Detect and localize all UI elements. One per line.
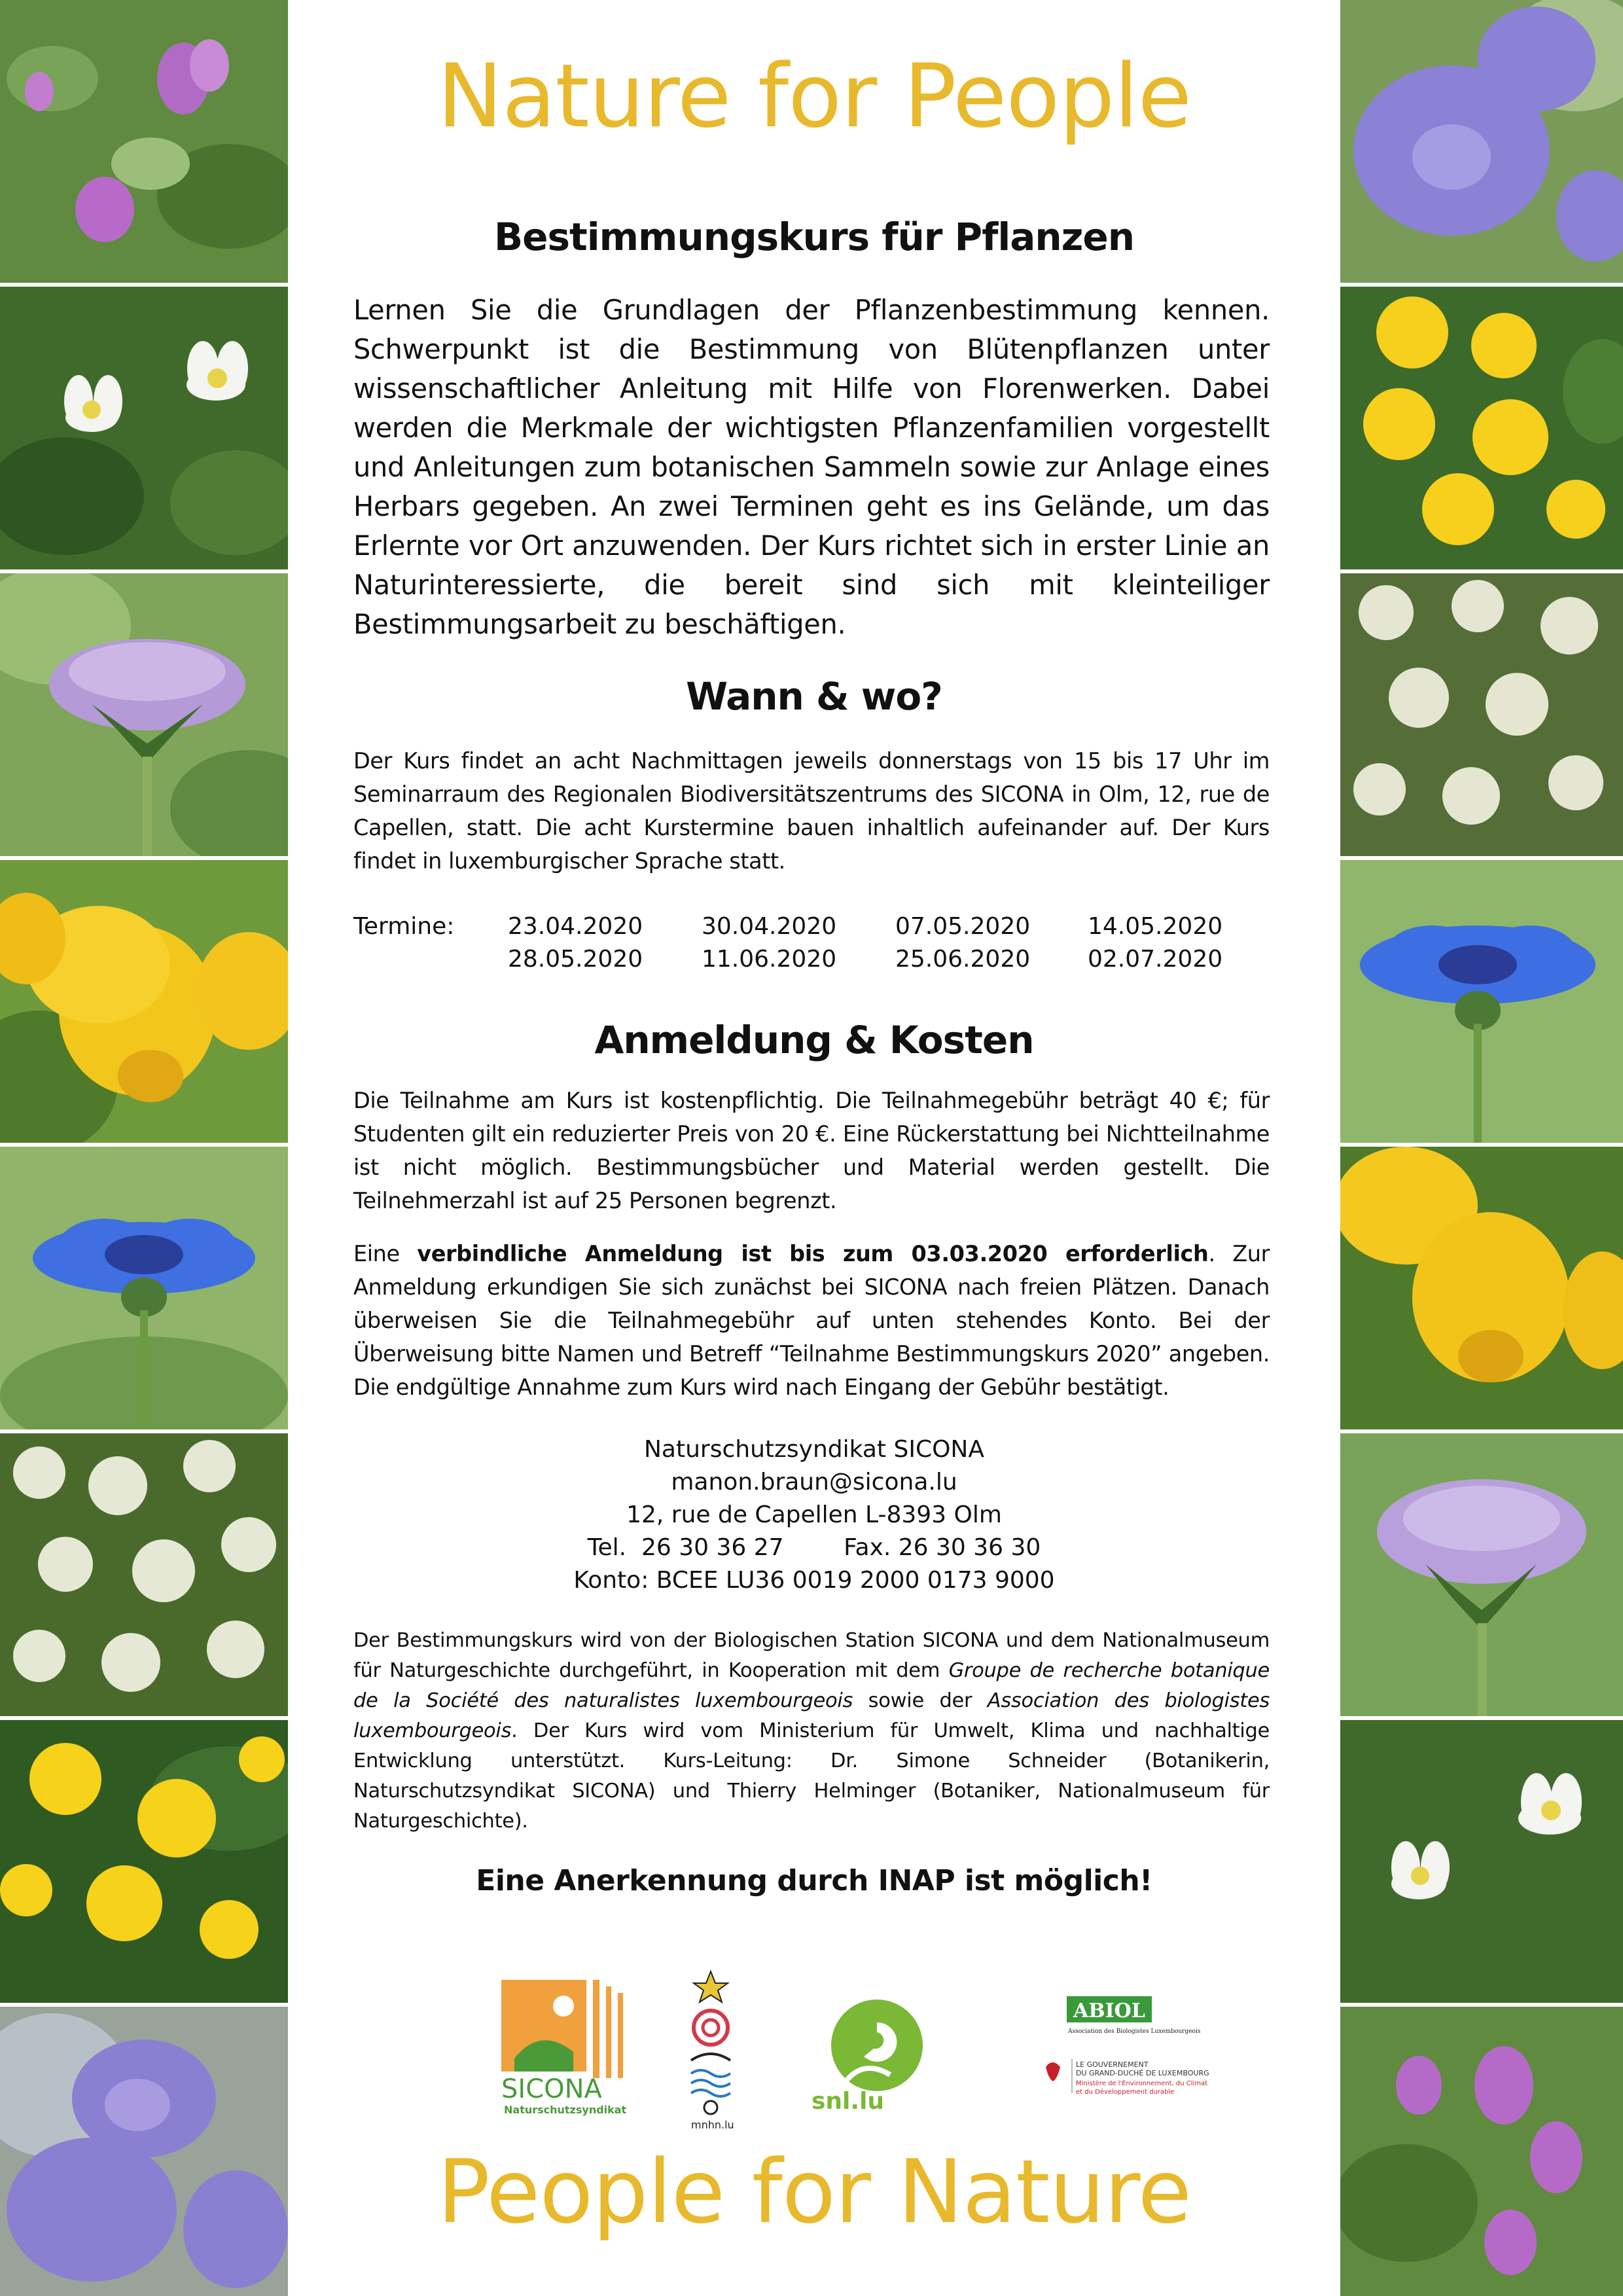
photo-umbellifer-white bbox=[0, 1433, 288, 1716]
photo-caltha-yellow bbox=[0, 1720, 288, 2003]
photo-lotus-yellow bbox=[0, 860, 288, 1143]
contact-block bbox=[288, 1433, 1340, 1597]
photo-lotus-yellow bbox=[1340, 1147, 1623, 1429]
sicona-name: SICONA bbox=[501, 2074, 602, 2104]
date-item: 14.05.2020 bbox=[1088, 913, 1223, 940]
contact-account: Konto: BCEE LU36 0019 2000 0173 9000 bbox=[573, 1567, 1055, 1594]
when-where-heading: Wann & wo? bbox=[686, 674, 942, 719]
registration-fees-text: Die Teilnahme am Kurs ist kostenpflichtig. Die Teilnahmegebühr beträgt 40 €; für Studenten gilt ein reduzierter Preis von 20 €. Eine Rückerstattung bei Nichtteilnahme ist nicht möglich. Bestimmungsbücher und Material werden gestellt. Die Teilnehmerzahl ist auf 25 Personen begrenzt. bbox=[353, 1088, 1270, 1213]
snl-logo bbox=[812, 1996, 929, 2114]
registration-deadline-text: Eine verbindliche Anmeldung ist bis zum 03.03.2020 erforderlich. Zur Anmeldung erkundigen Sie sich zunächst bei SICONA nach freien Plätzen. Danach überweisen Sie die Teilnahmegebühr auf unten stehendes Konto. Bei der Überweisung bitte Namen und Betreff “Teilnahme Bestimmungskurs 2020” angeben. Die endgültige Annahme zum Kurs wird nach Eingang der Gebühr bestätigt. bbox=[353, 1241, 1270, 1400]
footer-title: People for Nature bbox=[437, 2141, 1192, 2243]
photo-knautia-lilac bbox=[0, 573, 288, 856]
photo-campanula-violet bbox=[0, 2007, 288, 2296]
credits-paragraph: Der Bestimmungskurs wird von der Biologischen Station SICONA und dem Nationalmuseum für Naturgeschichte durchgeführt, in Kooperation mit dem Groupe de recherche botanique de la Société des naturalistes luxembourgeois sowie der Association des biologistes luxembourgeois. Der Kurs wird vom Ministerium für Umwelt, Klima und nachhaltige Entwicklung unterstützt. Kurs-Leitung: Dr. Simone Schneider (Botanikerin, Naturschutzsyndikat SICONA) und Thierry Helminger (Botaniker, Nationalmuseum für Naturgeschichte). bbox=[353, 1629, 1270, 1833]
contact-phone: Tel. 26 30 36 27 Fax. 26 30 36 30 bbox=[587, 1534, 1041, 1561]
photo-lamium-purple bbox=[1340, 2007, 1623, 2296]
inap-recognition: Eine Anerkennung durch INAP ist möglich! bbox=[476, 1864, 1152, 1897]
photo-lamium-purple bbox=[0, 0, 288, 283]
course-title: Bestimmungskurs für Pflanzen bbox=[493, 215, 1135, 259]
left-photo-column bbox=[0, 0, 288, 2296]
registration-heading: Anmeldung & Kosten bbox=[594, 1018, 1034, 1062]
gov-line-2: DU GRAND-DUCHÉ DE LUXEMBOURG bbox=[1076, 2069, 1209, 2077]
photo-knautia-lilac bbox=[1340, 1433, 1623, 1716]
contact-org: Naturschutzsyndikat SICONA bbox=[644, 1436, 984, 1463]
date-item: 07.05.2020 bbox=[895, 913, 1031, 940]
sicona-logo bbox=[501, 1980, 639, 2117]
date-item: 11.06.2020 bbox=[702, 946, 837, 973]
header-title: Nature for People bbox=[437, 45, 1192, 147]
gov-line-3: Ministère de l'Environnement, du Climat bbox=[1076, 2080, 1208, 2087]
snl-name: snl.lu bbox=[812, 2088, 885, 2114]
photo-caltha-yellow bbox=[1340, 287, 1623, 569]
photo-cornflower-blue bbox=[1340, 860, 1623, 1143]
abiol-subtitle: Association des Biologistes Luxembourgeois bbox=[1068, 2028, 1201, 2035]
mnhn-logo bbox=[678, 1969, 743, 2132]
photo-anemone-white bbox=[0, 287, 288, 569]
photo-campanula-violet bbox=[1340, 0, 1623, 283]
abiol-name: ABIOL bbox=[1073, 2000, 1145, 2022]
sicona-subtitle: Naturschutzsyndikat bbox=[504, 2104, 627, 2116]
abiol-gov-logos bbox=[1041, 1996, 1217, 2114]
date-item: 25.06.2020 bbox=[895, 946, 1031, 973]
date-item: 28.05.2020 bbox=[508, 946, 643, 973]
photo-cornflower-blue bbox=[0, 1147, 288, 1429]
when-where-text: Der Kurs findet an acht Nachmittagen jeweils donnerstags von 15 bis 17 Uhr im Seminarraum des Regionalen Biodiversitätszentrums des SICONA in Olm, 12, rue de Capellen, statt. Die acht Kurstermine bauen inhaltlich aufeinander auf. Der Kurs findet in luxemburgischer Sprache statt. bbox=[353, 748, 1270, 874]
date-item: 23.04.2020 bbox=[508, 913, 643, 940]
gov-line-4: et du Développement durable bbox=[1076, 2089, 1175, 2096]
center-content bbox=[288, 0, 1340, 2296]
date-item: 30.04.2020 bbox=[702, 913, 837, 940]
registration-deadline-bold: verbindliche Anmeldung ist bis zum 03.03.2020 erforderlich bbox=[417, 1241, 1209, 1266]
contact-address: 12, rue de Capellen L-8393 Olm bbox=[626, 1501, 1002, 1528]
photo-umbellifer-white bbox=[1340, 573, 1623, 856]
contact-email[interactable]: manon.braun@sicona.lu bbox=[671, 1469, 957, 1496]
intro-paragraph: Lernen Sie die Grundlagen der Pflanzenbestimmung kennen. Schwerpunkt ist die Bestimmung von Blütenpflanzen unter wissenschaftlicher Anleitung mit Hilfe von Florenwerken. Dabei werden die Merkmale der wichtigsten Pflanzenfamilien vorgestellt und Anleitungen zum botanischen Sammeln sowie zur Anlage eines Herbars gegeben. An zwei Terminen geht es ins Gelände, um das Erlernte vor Ort anzuwenden. Der Kurs richtet sich in erster Linie an Naturinteressierte, die bereit sind sich mit kleinteiliger Bestimmungsarbeit zu beschäftigen. bbox=[353, 294, 1270, 640]
photo-anemone-white bbox=[1340, 1720, 1623, 2003]
right-photo-column bbox=[1340, 0, 1623, 2296]
gov-line-1: LE GOUVERNEMENT bbox=[1076, 2060, 1149, 2069]
date-item: 02.07.2020 bbox=[1088, 946, 1223, 973]
dates-label: Termine: bbox=[353, 913, 455, 940]
mnhn-name: mnhn.lu bbox=[691, 2119, 734, 2131]
